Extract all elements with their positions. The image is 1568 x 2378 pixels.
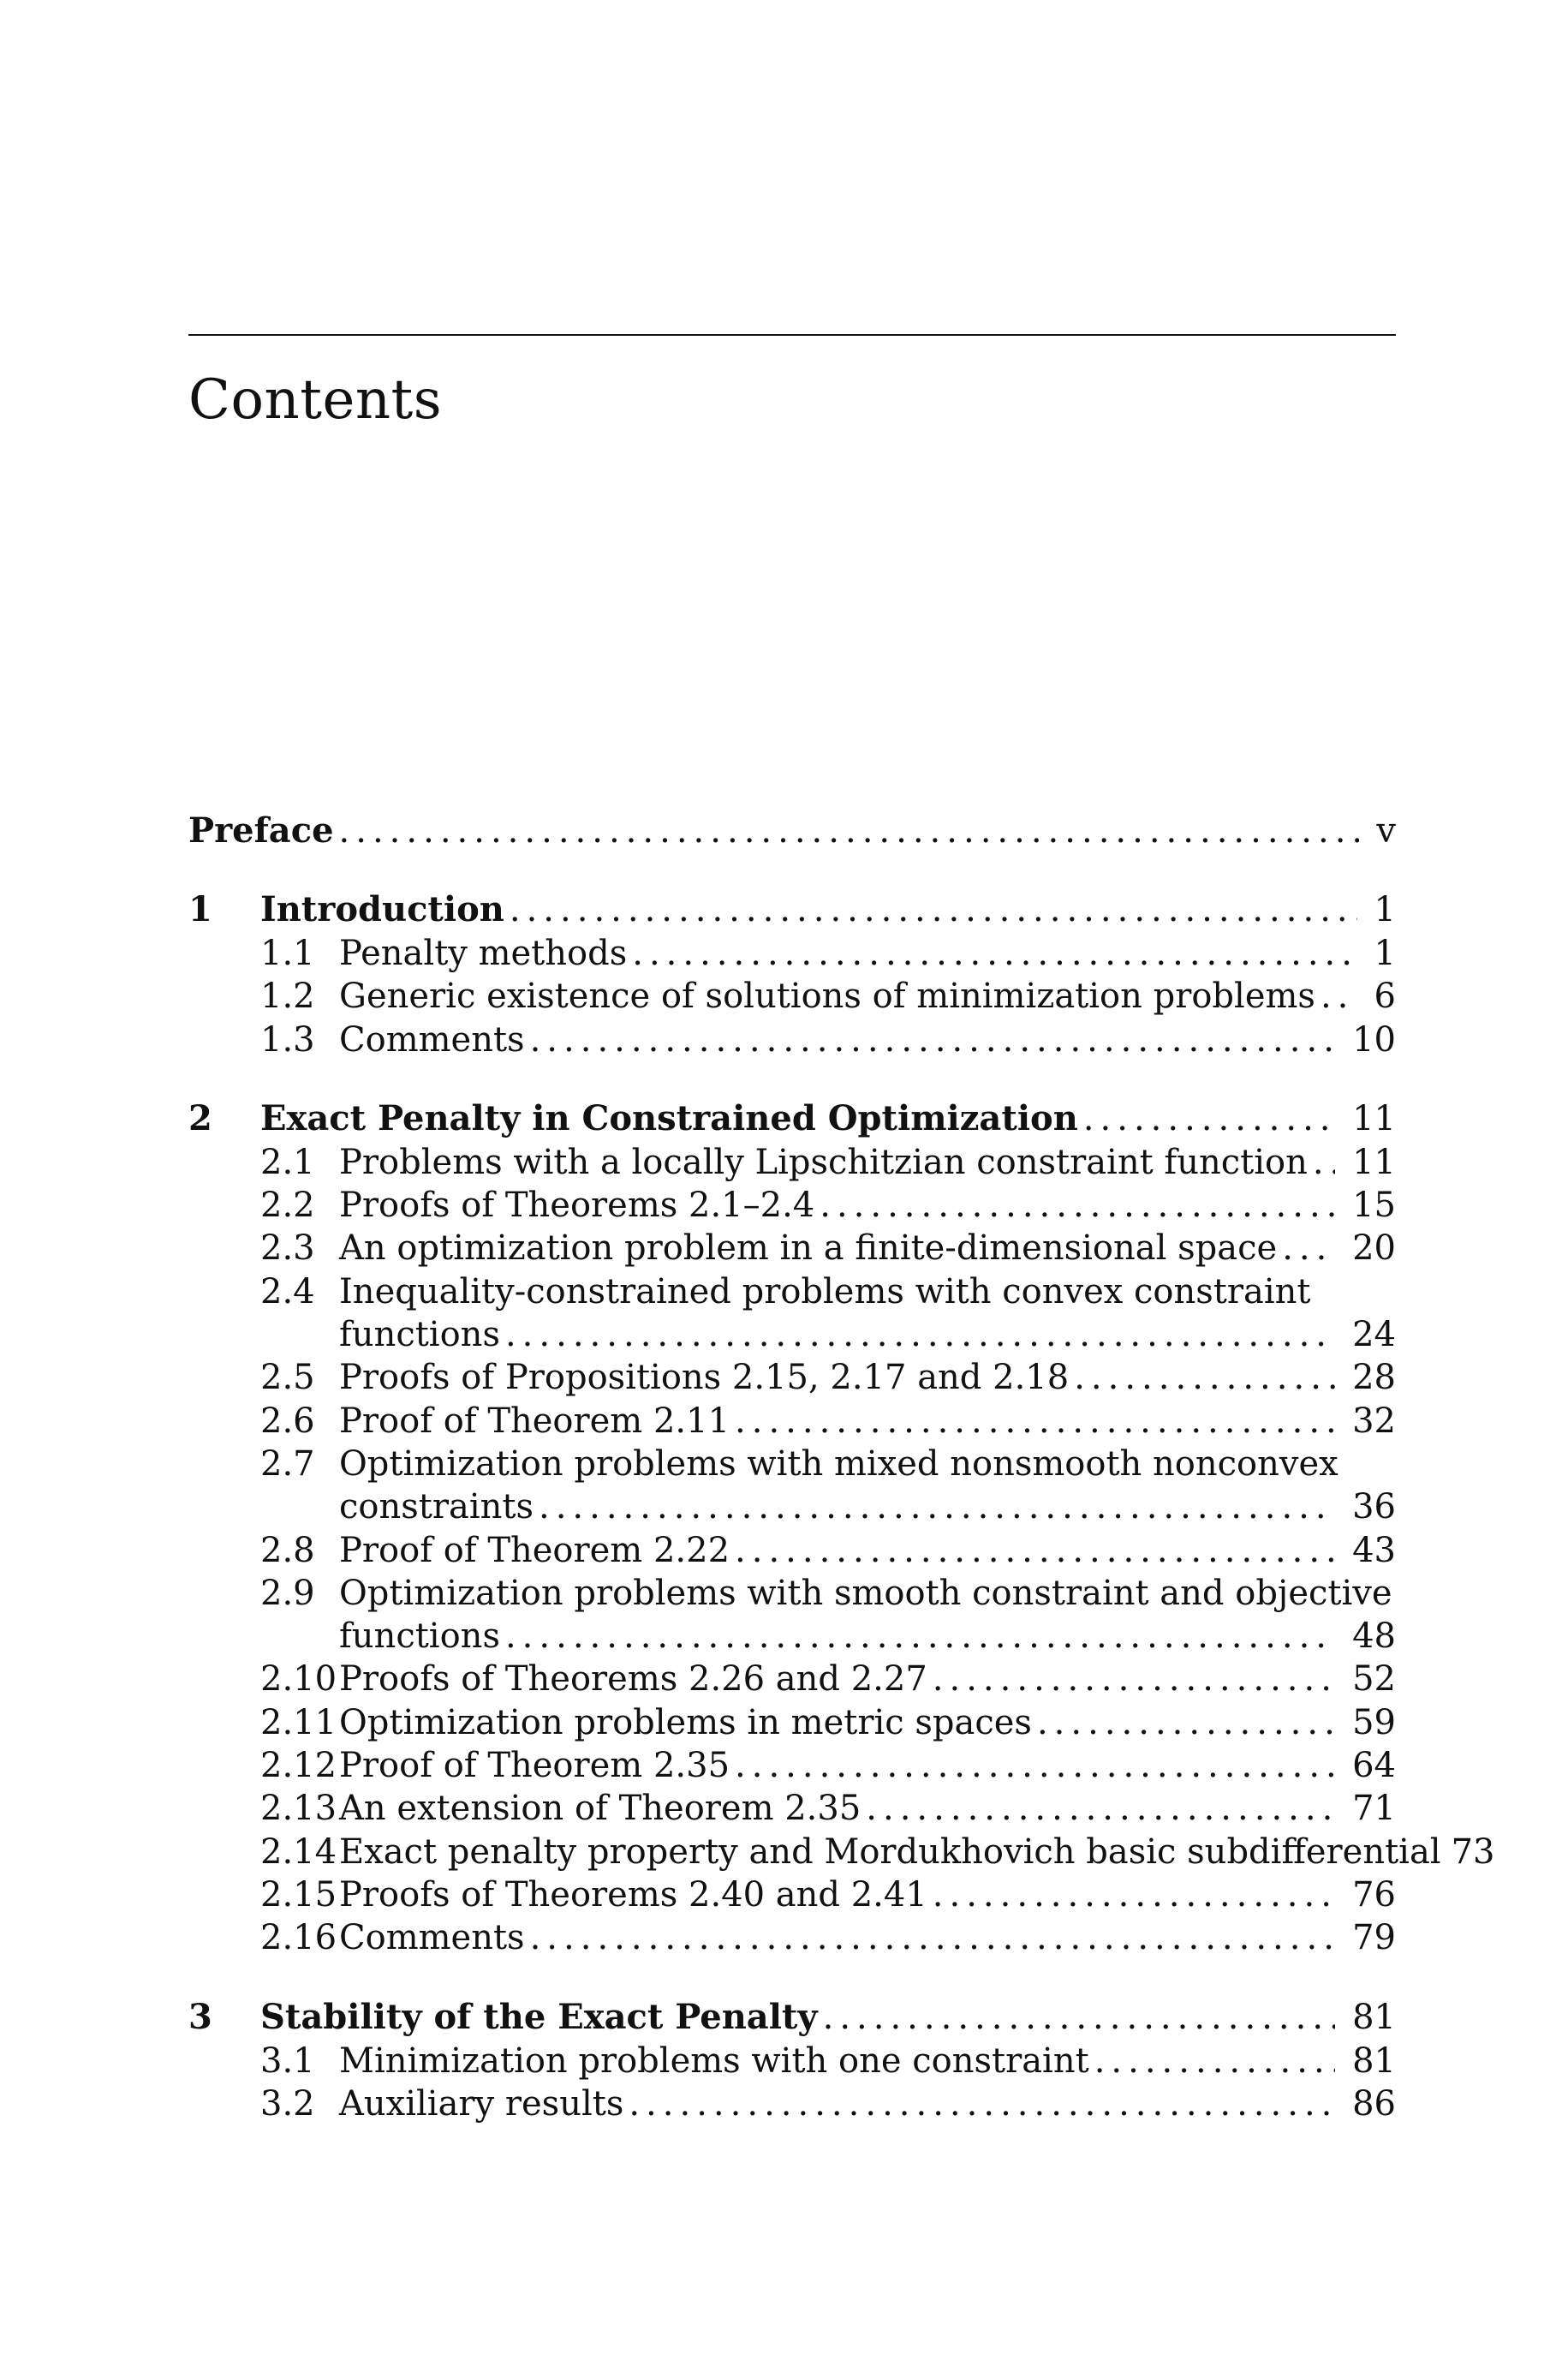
toc-page-number: 79 xyxy=(1352,1918,1396,1958)
toc-page-number: 24 xyxy=(1352,1315,1396,1355)
toc-leader-dots xyxy=(530,1916,1336,1959)
toc-page-number: 1 xyxy=(1374,890,1396,929)
chapter-title: Stability of the Exact Penalty xyxy=(260,1996,818,2037)
toc-section-entry-continued[interactable] xyxy=(188,1615,1396,1658)
toc-section-entry[interactable] xyxy=(188,1356,1396,1399)
section-number: 1.3 xyxy=(260,1019,315,1060)
toc-leader-dots xyxy=(629,2082,1335,2125)
toc-section-entry[interactable] xyxy=(188,1400,1396,1443)
toc-page-number: 11 xyxy=(1352,1142,1396,1182)
section-number: 2.10 xyxy=(260,1659,337,1700)
toc-leader-dots xyxy=(735,1400,1335,1443)
toc-page-number: 20 xyxy=(1352,1228,1396,1269)
toc-page-number: 28 xyxy=(1352,1358,1396,1398)
toc-leader-dots xyxy=(539,1485,1335,1528)
section-number: 2.11 xyxy=(260,1702,337,1742)
toc-page-number: 81 xyxy=(1352,1997,1396,2037)
toc-leader-dots xyxy=(735,1529,1335,1572)
section-title: Proofs of Propositions 2.15, 2.17 and 2.18 xyxy=(339,1358,1070,1398)
toc-page-number: 71 xyxy=(1352,1789,1396,1829)
toc-leader-dots xyxy=(530,1019,1336,1061)
section-title: Comments xyxy=(339,1019,525,1060)
section-number: 2.16 xyxy=(260,1918,337,1958)
section-number: 1.2 xyxy=(260,977,315,1017)
toc-page-number: 59 xyxy=(1352,1702,1396,1742)
toc-page-number: 73 xyxy=(1451,1831,1495,1872)
toc-page-number: 86 xyxy=(1352,2083,1396,2124)
section-number: 2.6 xyxy=(260,1401,315,1441)
header-rule xyxy=(188,334,1396,336)
toc-leader-dots xyxy=(823,1996,1335,2039)
chapter-number: 2 xyxy=(188,1097,212,1138)
chapter-title: Introduction xyxy=(260,889,504,929)
section-title: Optimization problems with mixed nonsmooth nonconvex xyxy=(339,1443,1338,1484)
section-title: Proof of Theorem 2.11 xyxy=(339,1401,730,1441)
toc-section-entry[interactable] xyxy=(188,1787,1396,1830)
section-title: Auxiliary results xyxy=(339,2083,624,2124)
toc-section-entry[interactable] xyxy=(188,1184,1396,1227)
section-title: An optimization problem in a finite-dimensional space xyxy=(339,1228,1278,1269)
toc-section-entry[interactable] xyxy=(188,1019,1396,1061)
toc-section-entry[interactable] xyxy=(188,1744,1396,1787)
toc-section-entry[interactable] xyxy=(188,932,1396,975)
toc-page-number: 64 xyxy=(1352,1746,1396,1786)
chapter-number: 1 xyxy=(188,889,212,929)
toc-section-entry-continued[interactable] xyxy=(188,1313,1396,1356)
toc-section-entry-continued[interactable] xyxy=(188,1485,1396,1528)
toc-section-entry[interactable] xyxy=(188,1831,1495,1873)
section-title-continued: constraints xyxy=(339,1487,534,1527)
toc-chapter-entry[interactable] xyxy=(188,888,1396,931)
toc-chapter-3 xyxy=(188,1996,1396,2126)
toc-leader-dots xyxy=(505,1313,1335,1356)
toc-section-entry[interactable] xyxy=(188,2082,1396,2125)
table-of-contents xyxy=(188,810,1495,2161)
section-title: Generic existence of solutions of minimization problems xyxy=(339,977,1315,1017)
toc-chapter-entry[interactable] xyxy=(188,1097,1396,1140)
toc-section-entry[interactable] xyxy=(188,1141,1396,1184)
section-number: 2.4 xyxy=(260,1271,315,1311)
toc-leader-dots xyxy=(933,1658,1335,1700)
section-title: Minimization problems with one constraint xyxy=(339,2040,1089,2081)
toc-leader-dots xyxy=(339,810,1360,852)
toc-leader-dots xyxy=(632,932,1356,975)
toc-leader-dots xyxy=(505,1615,1335,1658)
section-number: 2.14 xyxy=(260,1831,337,1872)
toc-section-entry[interactable] xyxy=(188,975,1396,1018)
toc-leader-dots xyxy=(1074,1356,1335,1399)
toc-section-entry[interactable] xyxy=(188,1701,1396,1744)
toc-page-number: 52 xyxy=(1352,1659,1396,1700)
toc-chapter-entry[interactable] xyxy=(188,1996,1396,2039)
section-number: 2.2 xyxy=(260,1186,315,1226)
section-title: An extension of Theorem 2.35 xyxy=(339,1789,862,1829)
section-title-continued: functions xyxy=(339,1616,500,1657)
section-number: 2.12 xyxy=(260,1746,337,1786)
toc-page-number: 15 xyxy=(1352,1186,1396,1226)
toc-page-number: 43 xyxy=(1352,1530,1396,1570)
toc-leader-dots xyxy=(1083,1097,1335,1140)
page-title: Contents xyxy=(188,368,443,432)
toc-section-entry[interactable] xyxy=(188,1227,1396,1270)
section-title: Inequality-constrained problems with convex constraint xyxy=(339,1271,1311,1311)
toc-section-entry[interactable] xyxy=(188,1270,1396,1313)
toc-leader-dots xyxy=(1094,2040,1335,2082)
toc-page-number: 10 xyxy=(1352,1019,1396,1060)
toc-entry-preface[interactable] xyxy=(188,810,1396,852)
toc-chapter-1 xyxy=(188,888,1396,1061)
section-title: Optimization problems in metric spaces xyxy=(339,1702,1032,1742)
toc-leader-dots xyxy=(933,1873,1335,1916)
section-number: 2.7 xyxy=(260,1443,315,1484)
toc-section-entry[interactable] xyxy=(188,1873,1396,1916)
toc-section-entry[interactable] xyxy=(188,1658,1396,1700)
toc-page-number: 6 xyxy=(1374,977,1396,1017)
section-number: 2.9 xyxy=(260,1573,315,1613)
toc-section-entry[interactable] xyxy=(188,2040,1396,2082)
section-title-continued: functions xyxy=(339,1315,500,1355)
section-number: 2.1 xyxy=(260,1142,315,1182)
section-number: 2.5 xyxy=(260,1358,315,1398)
toc-page-number: 11 xyxy=(1352,1098,1396,1138)
section-number: 2.15 xyxy=(260,1874,337,1915)
toc-leader-dots xyxy=(866,1787,1335,1830)
toc-leader-dots xyxy=(1037,1701,1335,1744)
section-title: Proofs of Theorems 2.1–2.4 xyxy=(339,1186,815,1226)
toc-section-entry[interactable] xyxy=(188,1572,1396,1615)
toc-leader-dots xyxy=(1321,975,1357,1018)
section-number: 3.1 xyxy=(260,2040,315,2081)
toc-leader-dots xyxy=(1313,1141,1335,1184)
section-title: Penalty methods xyxy=(339,934,628,973)
toc-page-number: 1 xyxy=(1374,934,1396,973)
section-title: Problems with a locally Lipschitzian constraint function xyxy=(339,1142,1308,1182)
toc-preface-label: Preface xyxy=(188,810,334,851)
toc-leader-dots xyxy=(820,1184,1335,1227)
section-title: Proofs of Theorems 2.40 and 2.41 xyxy=(339,1874,927,1915)
section-title: Comments xyxy=(339,1918,525,1958)
toc-page-number: 36 xyxy=(1352,1487,1396,1527)
toc-leader-dots xyxy=(735,1744,1335,1787)
section-number: 2.3 xyxy=(260,1228,315,1269)
chapter-title: Exact Penalty in Constrained Optimization xyxy=(260,1097,1078,1138)
section-title: Exact penalty property and Mordukhovich basic subdifferential xyxy=(339,1831,1441,1872)
chapter-number: 3 xyxy=(188,1996,212,2037)
toc-section-entry[interactable] xyxy=(188,1916,1396,1959)
section-title: Proof of Theorem 2.35 xyxy=(339,1746,730,1786)
section-title: Optimization problems with smooth constraint and objective xyxy=(339,1573,1392,1613)
toc-leader-dots xyxy=(510,888,1357,931)
section-title: Proofs of Theorems 2.26 and 2.27 xyxy=(339,1659,927,1700)
toc-page-number: 48 xyxy=(1352,1616,1396,1657)
toc-section-entry[interactable] xyxy=(188,1443,1396,1485)
section-number: 2.13 xyxy=(260,1789,337,1829)
toc-page-number: v xyxy=(1376,811,1396,851)
section-number: 1.1 xyxy=(260,934,315,973)
section-title: Proof of Theorem 2.22 xyxy=(339,1530,730,1570)
toc-chapter-2 xyxy=(188,1097,1495,1960)
section-number: 3.2 xyxy=(260,2083,315,2124)
toc-page-number: 81 xyxy=(1352,2040,1396,2081)
toc-preface xyxy=(188,810,1396,852)
toc-page-number: 76 xyxy=(1352,1874,1396,1915)
section-number: 2.8 xyxy=(260,1530,315,1570)
toc-page-number: 32 xyxy=(1352,1401,1396,1441)
toc-leader-dots xyxy=(1282,1227,1335,1270)
toc-section-entry[interactable] xyxy=(188,1529,1396,1572)
